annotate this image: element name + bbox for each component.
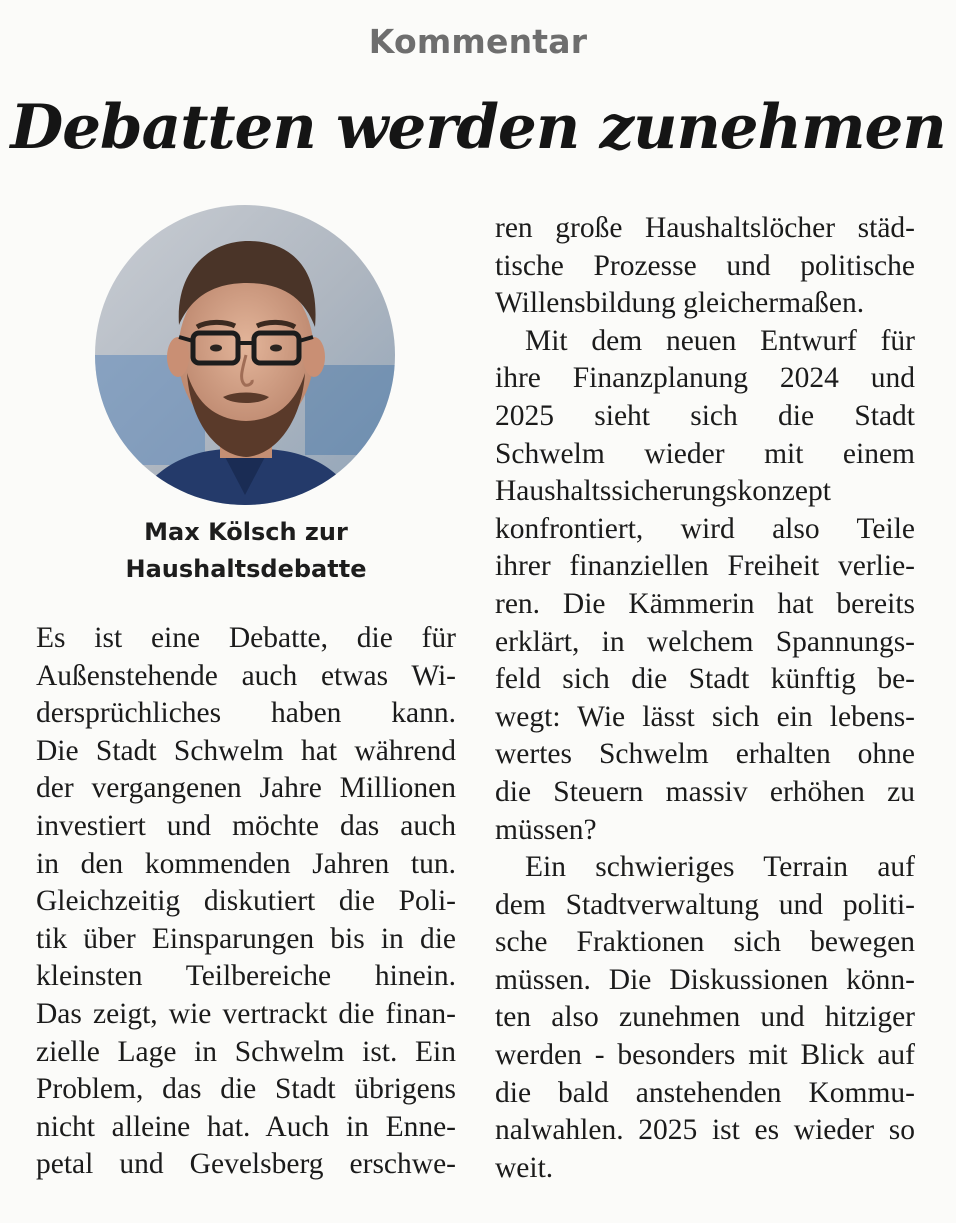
text-line: sche Fraktionen sich bewegen (495, 926, 915, 959)
text-line: Schwelm wieder mit einem (495, 437, 915, 470)
byline-line-2: Haushaltsdebatte (125, 555, 367, 583)
text-line: ren. Die Kämmerin hat bereits (495, 587, 915, 620)
text-line: tik über Einsparungen bis in die (36, 922, 456, 955)
text-line: wegt: Wie lässt sich ein lebens- (495, 700, 915, 733)
text-line: Gleichzeitig diskutiert die Poli- (36, 885, 456, 918)
headline: Debatten werden zunehmen (10, 92, 946, 163)
text-line: ihrer finanziellen Freiheit verlie- (495, 550, 915, 583)
text-line: petal und Gevelsberg erschwe- (36, 1148, 456, 1181)
text-line: dersprüchliches haben kann. (36, 697, 456, 730)
text-line: 2025 sieht sich die Stadt (495, 399, 915, 432)
text-line: Das zeigt, wie vertrackt die finan- (36, 997, 456, 1030)
text-line: weit. (495, 1151, 554, 1184)
text-line: ten also zunehmen und hitziger (495, 1001, 915, 1034)
text-line: investiert und möchte das auch (36, 809, 456, 842)
text-line: müssen. Die Diskussionen könn- (495, 963, 915, 996)
text-line: erklärt, in welchem Spannungs- (495, 625, 915, 658)
author-byline (60, 514, 432, 588)
text-line: ihre Finanzplanung 2024 und (495, 362, 915, 395)
text-line: Willensbildung gleichermaßen. (495, 287, 865, 320)
text-line: nicht alleine hat. Auch in Enne- (36, 1110, 456, 1143)
text-line: Problem, das die Stadt übrigens (36, 1073, 456, 1106)
text-line: müssen? (495, 813, 597, 846)
text-line: die bald anstehenden Kommu- (495, 1076, 915, 1109)
text-line: Die Stadt Schwelm hat während (36, 734, 456, 767)
text-line: Mit dem neuen Entwurf für (525, 324, 915, 357)
text-line: Außenstehende auch etwas Wi- (36, 659, 456, 692)
text-line: wertes Schwelm erhalten ohne (495, 738, 915, 771)
text-line: der vergangenen Jahre Millionen (36, 772, 456, 805)
text-line: zielle Lage in Schwelm ist. Ein (36, 1035, 456, 1068)
author-portrait (95, 205, 395, 505)
text-line: kleinsten Teilbereiche hinein. (36, 960, 456, 993)
text-line: dem Stadtverwaltung und politi- (495, 888, 915, 921)
text-line: Haushaltssicherungskonzept (495, 475, 831, 508)
text-line: Es ist eine Debatte, die für (36, 622, 456, 654)
text-line: die Steuern massiv erhöhen zu (495, 775, 915, 808)
kicker-label: Kommentar (368, 22, 588, 61)
text-line: feld sich die Stadt künftig be- (495, 663, 915, 696)
left-column (36, 620, 456, 1184)
text-line: nalwahlen. 2025 ist es wieder so (495, 1114, 915, 1147)
text-line: werden - besonders mit Blick auf (495, 1039, 915, 1072)
text-line: ren große Haushaltslöcher städ- (495, 212, 915, 244)
text-line: konfrontiert, wird also Teile (495, 512, 915, 545)
text-line: tische Prozesse und politische (495, 249, 915, 282)
text-line: in den kommenden Jahren tun. (36, 847, 456, 880)
text-line: Ein schwieriges Terrain auf (525, 851, 915, 884)
right-column (495, 210, 915, 1187)
byline-line-1: Max Kölsch zur (144, 518, 348, 546)
author-portrait-image (95, 205, 395, 505)
